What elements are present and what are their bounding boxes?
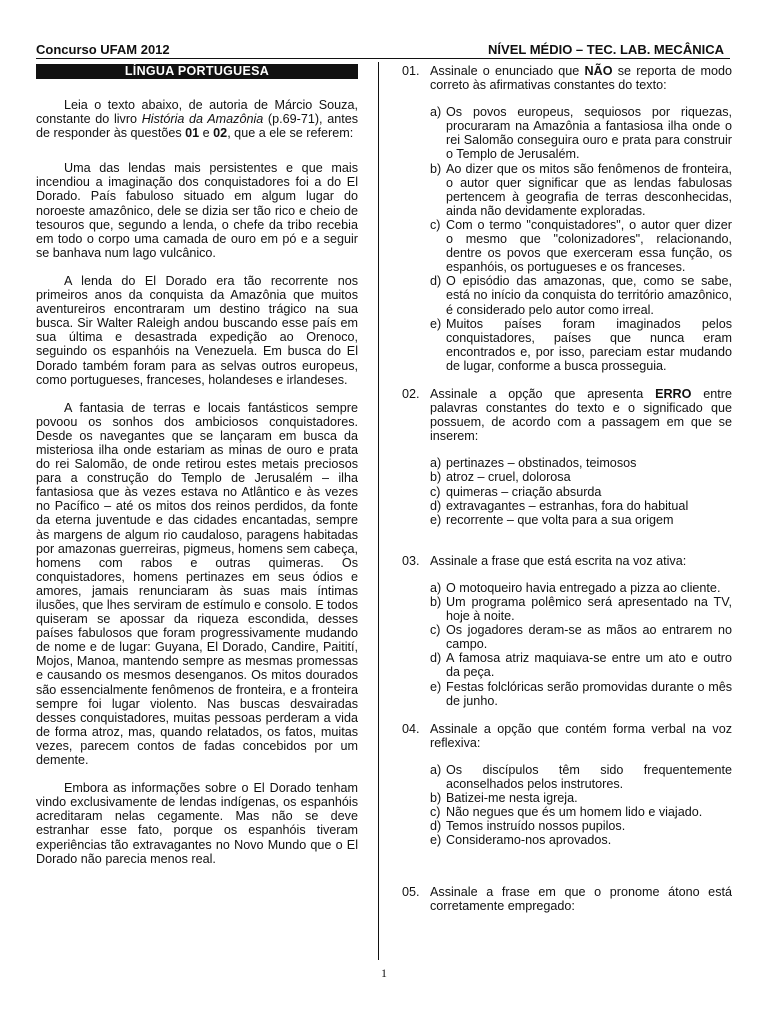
answer-options [430,105,732,373]
intro-paragraph: Leia o texto abaixo, de autoria de Márcio Souza, constante do livro História da Amazônia (p.69-71), antes de responder às questões 01 e 02, que a ele se referem: [36,98,358,141]
question-stem: Assinale a opção que apresenta ERRO entre palavras constantes do texto e o significado que possuem, de acordo com a passagem em que se inserem: [430,386,732,444]
question-04 [402,722,732,848]
option-c[interactable]: c) quimeras – criação absurda [430,484,602,499]
text-paragraph: Embora as informações sobre o El Dorado tenham vindo exclusivamente de lendas indígenas, os espanhóis acreditaram nelas cegamente. Mas não se deve estranhar esse fato, porque os espanhóis tiveram experiências tão extravagantes no Novo Mundo que o El Dorado não parecia menos real. [36,781,358,866]
option-b[interactable]: b) Um programa polêmico será apresentado na TV, hoje à noite. [430,595,732,624]
questions-column [402,64,732,913]
option-c[interactable]: c) Não negues que és um homem lido e viajado. [430,805,703,820]
page-number: 1 [381,966,387,980]
exam-name: Concurso UFAM 2012 [36,42,170,57]
option-e[interactable]: e) recorrente – que volta para a sua origem [430,512,674,527]
option-b[interactable]: b) Ao dizer que os mitos são fenômenos de fronteira, o autor quer significar que as lendas fabulosas pertencem à geografia de terras desconhecidas, ainda não devidamente exploradas. [430,161,732,218]
option-c[interactable]: c) Os jogadores deram-se as mãos ao entrarem no campo. [430,623,732,652]
option-b[interactable]: b) Batizei-me nesta igreja. [430,791,578,806]
answer-options [430,581,732,708]
option-a[interactable]: a) O motoqueiro havia entregado a pizza ao cliente. [430,580,721,595]
question-number: 03. [402,553,420,568]
question-number: 02. [402,386,420,401]
question-number: 05. [402,884,420,899]
option-a[interactable]: a) Os povos europeus, sequiosos por riquezas, procuraram na Amazônia a fantasiosa ilha onde o rei Salomão conseguira ouro e prata para construir o Templo de Jerusalém. [430,105,732,162]
answer-options [430,763,732,848]
header-rule [36,58,730,59]
question-01 [402,64,732,373]
question-05 [402,885,732,913]
question-03 [402,554,732,708]
column-divider [378,62,379,960]
option-a[interactable]: a) Os discípulos têm sido frequentemente aconselhados pelos instrutores. [430,762,732,792]
question-stem: Assinale a frase que está escrita na voz ativa: [430,553,687,568]
option-d[interactable]: d) O episódio das amazonas, que, como se sabe, está no início da conquista do território amazônico, é considerado pelo autor como irreal. [430,274,732,317]
option-e[interactable]: e) Festas folclóricas serão promovidas durante o mês de junho. [430,679,732,708]
book-title: História da Amazônia [141,112,264,127]
question-02 [402,387,732,527]
option-e[interactable]: e) Consideramo-nos aprovados. [430,833,612,848]
option-d[interactable]: d) extravagantes – estranhas, fora do habitual [430,498,689,513]
option-e[interactable]: e) Muitos países foram imaginados pelos conquistadores, países que nunca eram encontrados e, por isso, pareciam estar mudando de lugar, conforme a busca prosseguia. [430,316,732,373]
answer-options [430,456,732,526]
section-title: LÍNGUA PORTUGUESA [36,64,358,79]
option-c[interactable]: c) Com o termo "conquistadores", o autor quer dizer o mesmo que "colonizadores", relacionando, dentre os povos que exerceram essa função, os espanhóis, os portugueses e os franceses. [430,217,732,275]
reading-text-column [36,64,358,866]
text-paragraph: A fantasia de terras e locais fantásticos sempre povoou os sonhos dos ambiciosos conquistadores. Desde os navegantes que se lançaram em busca da misteriosa ilha onde estariam as minas de ouro e prata do rei Salomão, de onde retirou estes metais preciosos para a construção do Templo de Jerusalém – ilha fantasiosa que às vezes estava no Atlântico e às vezes no Pacífico – até os mitos dos reinos perdidos, da fonte da eterna juventude e das cidades encantadas, sempre às margens de algum rio caudaloso, paragens habitadas por amazonas guerreiras, pigmeus, homens sem cabeça, homens com rabos e outras quimeras. Os conquistadores, homens pertinazes em seus ódios e amores, jamais renunciaram às suas mais íntimas ilusões, que lhes serviram de estímulo e consolo. E todos quiseram se apossar da riqueza escondida, desses países fabulosos que foram progressivamente mudando de nome e de lugar: Guyana, El Dorado, Candire, Paitití, Mojos, Manoa, mantendo sempre as mesmas promessas e causando os mesmos desenganos. Os mitos dourados são essencialmente fenômenos de fronteira, e a fronteira sempre foi lugar violento. Nas buscas desvairadas desses conquistadores, muitas pessoas perderam a vida de forma atroz, mas, quando relatados, os fatos, muitas vezes, parecem contos de fadas concebidos por um demente. [36,400,358,768]
text-paragraph: Uma das lendas mais persistentes e que mais incendiou a imaginação dos conquistadores foi a do El Dorado. País fabuloso situado em algum lugar do noroeste amazônico, dele se dizia ser tão rico e cheio de tesouros que, segundo a lenda, o chefe da tribo recebia em todo o corpo uma camada de ouro em pó e a seguir se banhava num lago vulcânico. [36,161,358,260]
question-stem: Assinale o enunciado que NÃO se reporta de modo correto às afirmativas constantes do texto: [430,64,732,93]
question-number: 01. [402,64,420,78]
exam-level: NÍVEL MÉDIO – TEC. LAB. MECÂNICA [488,42,724,57]
option-d[interactable]: d) A famosa atriz maquiava-se entre um ato e outro da peça. [430,651,732,680]
text-paragraph: A lenda do El Dorado era tão recorrente nos primeiros anos da conquista da Amazônia que muitos aventureiros encontraram um destino trágico na sua busca. Sir Walter Raleigh andou buscando esse país em sua última e desastrada expedição ao Orenoco, seguindo os espanhóis na Venezuela. Em busca do El Dorado também foram para as selvas outros europeus, como portugueses, franceses, holandeses e irlandeses. [36,273,358,387]
question-number: 04. [402,721,420,736]
option-a[interactable]: a) pertinazes – obstinados, teimosos [430,456,637,471]
question-stem: Assinale a opção que contém forma verbal na voz reflexiva: [430,721,732,750]
option-d[interactable]: d) Temos instruído nossos pupilos. [430,819,626,834]
option-b[interactable]: b) atroz – cruel, dolorosa [430,470,571,485]
question-stem: Assinale a frase em que o pronome átono está corretamente empregado: [430,884,732,913]
